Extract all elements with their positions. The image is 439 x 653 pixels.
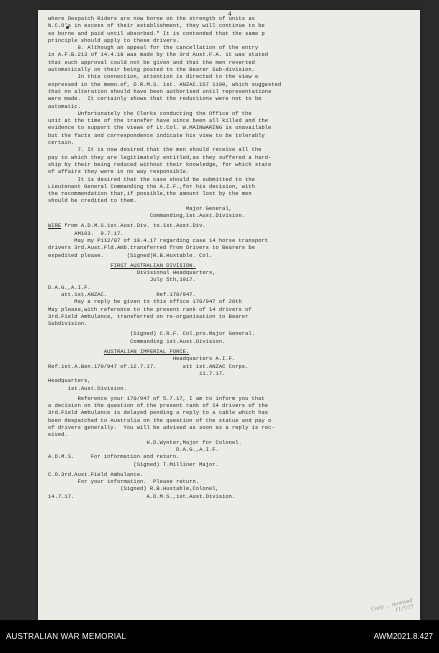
footer-institution: AUSTRALIAN WAR MEMORIAL xyxy=(6,632,127,641)
text-line: 7. It is now desired that the men should receive all the xyxy=(48,147,262,154)
text-line: drivers 3rd.Aust.Fld.Amb.transferred from Drivers to Bearers be xyxy=(48,245,255,252)
text-line: In this connection, attention is directed to the view e xyxy=(48,74,259,81)
text-line: been despatched to Australia on the question of the status and pay o xyxy=(48,417,272,424)
text-line: May my P112/87 of 19.4.17 regarding case 14 horse transport xyxy=(48,237,269,244)
text-line: Commanding 1st.Aust.Division. xyxy=(48,338,226,345)
handwritten-annotation: Copy ... received 11/7/17 xyxy=(370,597,415,614)
text-line: automatic. xyxy=(48,103,81,110)
text-line: 11.7.17. xyxy=(48,370,226,377)
text-line: Headquarters A.I.F. xyxy=(48,356,236,363)
text-line: in A.F.B.213 of 14.4.18 was made by the 3rd Aust.F.A. it was stated xyxy=(48,52,269,59)
text-line: att.1st.ANZAC. Ref.170/947. xyxy=(48,291,196,298)
document-page xyxy=(38,10,420,620)
text-line: expressed in the memo.of, D.R.M.S. 1st. ANZAC.1S7 1190, which suggested xyxy=(48,81,282,88)
text-line: principle should apply to these drivers. xyxy=(48,37,180,44)
text-line: Lieutenant General Commanding the A.I.F.,for his decision, with xyxy=(48,183,255,190)
text-line: 8. Although an appeal for the cancellation of the entry xyxy=(48,45,259,52)
text-line: Reference your 170/947 of 5.7.17, I am to inform you that xyxy=(48,395,265,402)
text-line: of drivers generally. You will be advised as soon as a reply is rec- xyxy=(48,425,275,432)
text-line: A.D.M.S. For information and return. xyxy=(48,454,180,461)
text-line: May a reply be given to this office 170/947 of 28th xyxy=(48,299,242,306)
text-line: July 5th,1917. xyxy=(48,277,196,284)
text-line: pay to which they are legitimately entitled,as they suffered a hard- xyxy=(48,154,272,161)
text-line: For your information. Please return. xyxy=(48,479,200,486)
text-line: Unfortunately the Clerks conducting the Office of the xyxy=(48,110,252,117)
text-line: (Signed) T.Milliner Major. xyxy=(48,461,219,468)
text-line: should be credited to them. xyxy=(48,198,137,205)
text-line: evidence to support the views of Lt.Col. W.MAINWARING is unavailable xyxy=(48,125,272,132)
text-line: It is desired that the case should be submitted to the xyxy=(48,176,255,183)
text-line: 1st.Aust.Division. xyxy=(48,385,127,392)
text-line: Divisional Headquarters, xyxy=(48,270,216,277)
text-line: Headquarters, xyxy=(48,378,91,385)
text-line: Major General, xyxy=(48,205,232,212)
text-line: (Signed) C.R.F. Col.pro.Major General. xyxy=(48,331,255,338)
text-line: but the facts and correspondence indicate his view to be tolerably xyxy=(48,132,265,139)
footer-bar xyxy=(0,620,439,653)
text-line: May please,with reference to the present rank of 14 drivers of xyxy=(48,306,252,313)
text-line: H.D.Wynter,Major for Colonel. xyxy=(48,439,242,446)
text-line: 14.7.17. A.D.M.S.,1st.Aust.Division. xyxy=(48,493,236,500)
text-line: (Signed) R.B.Huxtable,Colonel, xyxy=(48,486,219,493)
text-line: a decision on the question of the present rank of 14 drivers of the xyxy=(48,403,269,410)
text-line: that such approval could not be given and that the men reverted xyxy=(48,59,255,66)
text-line: 3rd.Field Ambulance is delayed pending a reply to a cable which has xyxy=(48,410,269,417)
text-line: WIRE from A.D.M.S.1st.Aust.Div. to.1st.Aust.Div. xyxy=(48,223,206,230)
typed-text-body xyxy=(48,16,414,501)
text-line: where Despatch Riders are now borne on the strength of units as xyxy=(48,16,255,22)
text-line: C.O.3rd.Aust.Field Ambulance. xyxy=(48,471,144,478)
text-line: that no alteration should have been authorised until representations xyxy=(48,88,272,95)
page-mark: 4 xyxy=(228,11,232,18)
text-line: Ref.1st.A.Ben.170/947 of.12.7.17. att 1st.ANZAC Corps. xyxy=(48,363,249,370)
text-line: 3rd.Field Ambulance, transferred on re-organisation to Bearer xyxy=(48,313,249,320)
text-line: unit at the time of the transfer have since been all killed and the xyxy=(48,118,269,125)
text-line: D.A.G.,A.I.F. xyxy=(48,284,91,291)
footer-accession-number: AWM2021.8.427 xyxy=(373,632,433,641)
text-line: N.C.O's in excess of their establishment, they will continue to be xyxy=(48,23,265,30)
text-line: certain. xyxy=(48,140,75,147)
text-line: of affairs they were in no way responsible. xyxy=(48,169,190,176)
text-line: ship by their being reduced without their knowledge, for which state xyxy=(48,161,272,168)
text-line: AUSTRALIAN IMPERIAL FORCE. xyxy=(103,349,190,356)
text-line: expedited please. (Signed)R.B.Huxtable. Col. xyxy=(48,252,213,259)
text-line: the recommendation that,if possible,the amount lost by the men xyxy=(48,191,252,198)
text-line: Commanding,1st.Aust.Division. xyxy=(48,213,246,220)
text-line: eived. xyxy=(48,432,68,439)
text-line: automatically on their being posted to the Bearer Sub-division. xyxy=(48,67,255,74)
text-line: were made. It certainly shows that the reductions were not to be xyxy=(48,96,262,103)
text-line: D.A.G.,A.I.F. xyxy=(48,446,219,453)
text-line: Subdivision. xyxy=(48,321,88,328)
text-line: FIRST AUSTRALIAN DIVISION. xyxy=(110,262,196,269)
text-line: AM103. 9.7.17. xyxy=(48,230,124,237)
text-line: so borne and paid until absorbed." It is contended that the same p xyxy=(48,30,265,37)
